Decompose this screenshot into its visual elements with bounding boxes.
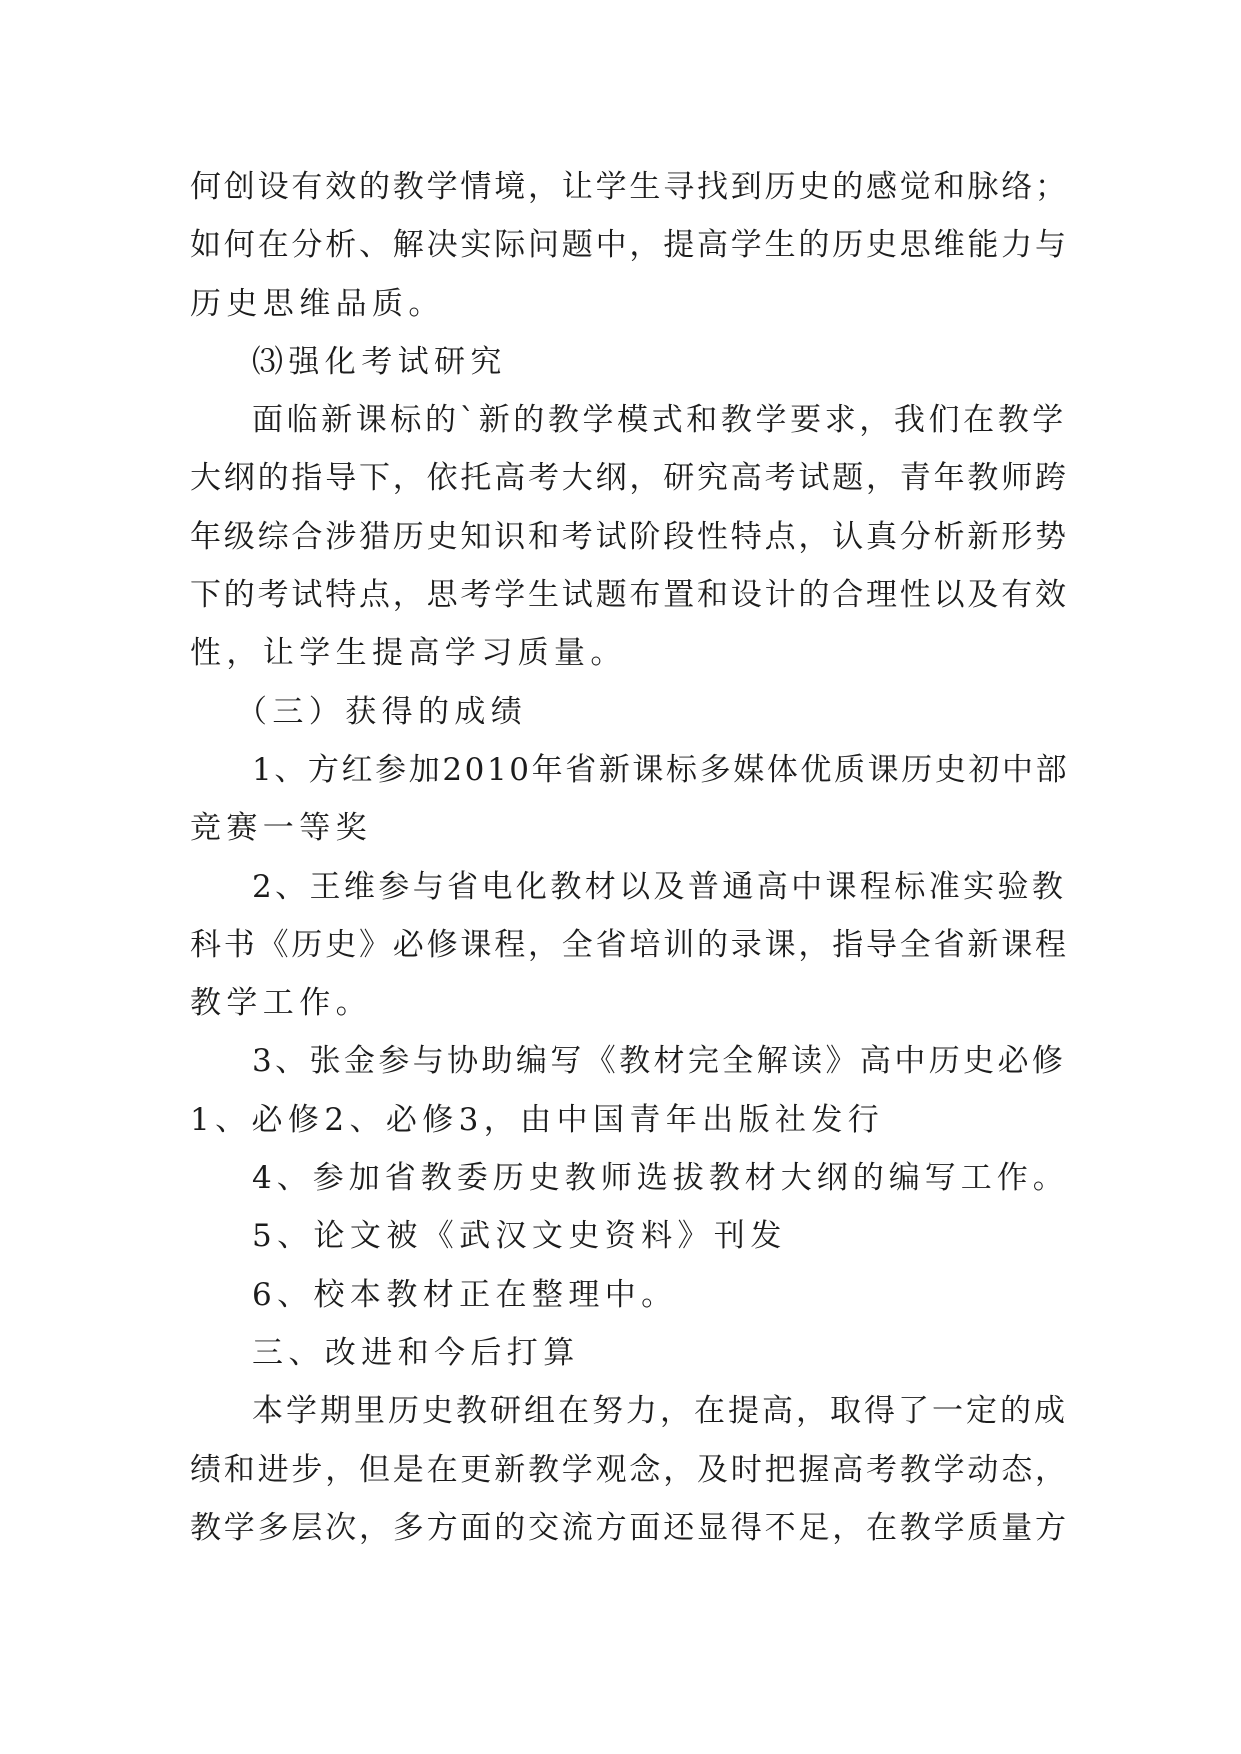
text-line: 绩和进步，但是在更新教学观念，及时把握高考教学动态， [190,1451,1069,1488]
list-item: 5、论文被《武汉文史资料》刊发 [252,1218,787,1255]
text-line: 何创设有效的教学情境，让学生寻找到历史的感觉和脉络； [190,169,1069,205]
text-line: 大纲的指导下，依托高考大纲，研究高考试题，青年教师跨 [190,460,1069,497]
text-line: 下的考试特点，思考学生试题布置和设计的合理性以及有效 [190,577,1069,614]
list-item: 2、王维参与省电化教材以及普通高中课程标准实验教 [252,868,1067,905]
text-line: 历史思维品质。 [190,285,445,322]
document-body [190,158,1070,1557]
section-heading: （三）获得的成绩 [236,693,528,730]
text-line: 科书《历史》必修课程，全省培训的录课，指导全省新课程 [190,926,1069,963]
text-line: 本学期里历史教研组在努力，在提高，取得了一定的成 [252,1393,1068,1430]
list-item: 6、校本教材正在整理中。 [252,1276,678,1313]
section-heading: 三、改进和今后打算 [252,1334,580,1371]
text-line: 面临新课标的`新的教学模式和教学要求，我们在教学 [252,402,1067,439]
list-item: 1、方红参加2010年省新课标多媒体优质课历史初中部 [252,751,1070,788]
list-item: 4、参加省教委历史教师选拔教材大纲的编写工作。 [252,1160,1069,1197]
section-heading: ⑶强化考试研究 [252,343,507,380]
text-line: 性，让学生提高学习质量。 [190,635,627,672]
text-line: 年级综合涉猎历史知识和考试阶段性特点，认真分析新形势 [190,518,1069,555]
list-item: 3、张金参与协助编写《教材完全解读》高中历史必修 [252,1043,1067,1080]
text-line: 教学多层次，多方面的交流方面还显得不足，在教学质量方 [190,1509,1069,1546]
text-line: 如何在分析、解决实际问题中，提高学生的历史思维能力与 [190,227,1069,264]
text-line: 教学工作。 [190,985,372,1022]
text-line: 1、必修2、必修3，由中国青年出版社发行 [190,1101,885,1138]
text-line: 竞赛一等奖 [190,810,372,847]
